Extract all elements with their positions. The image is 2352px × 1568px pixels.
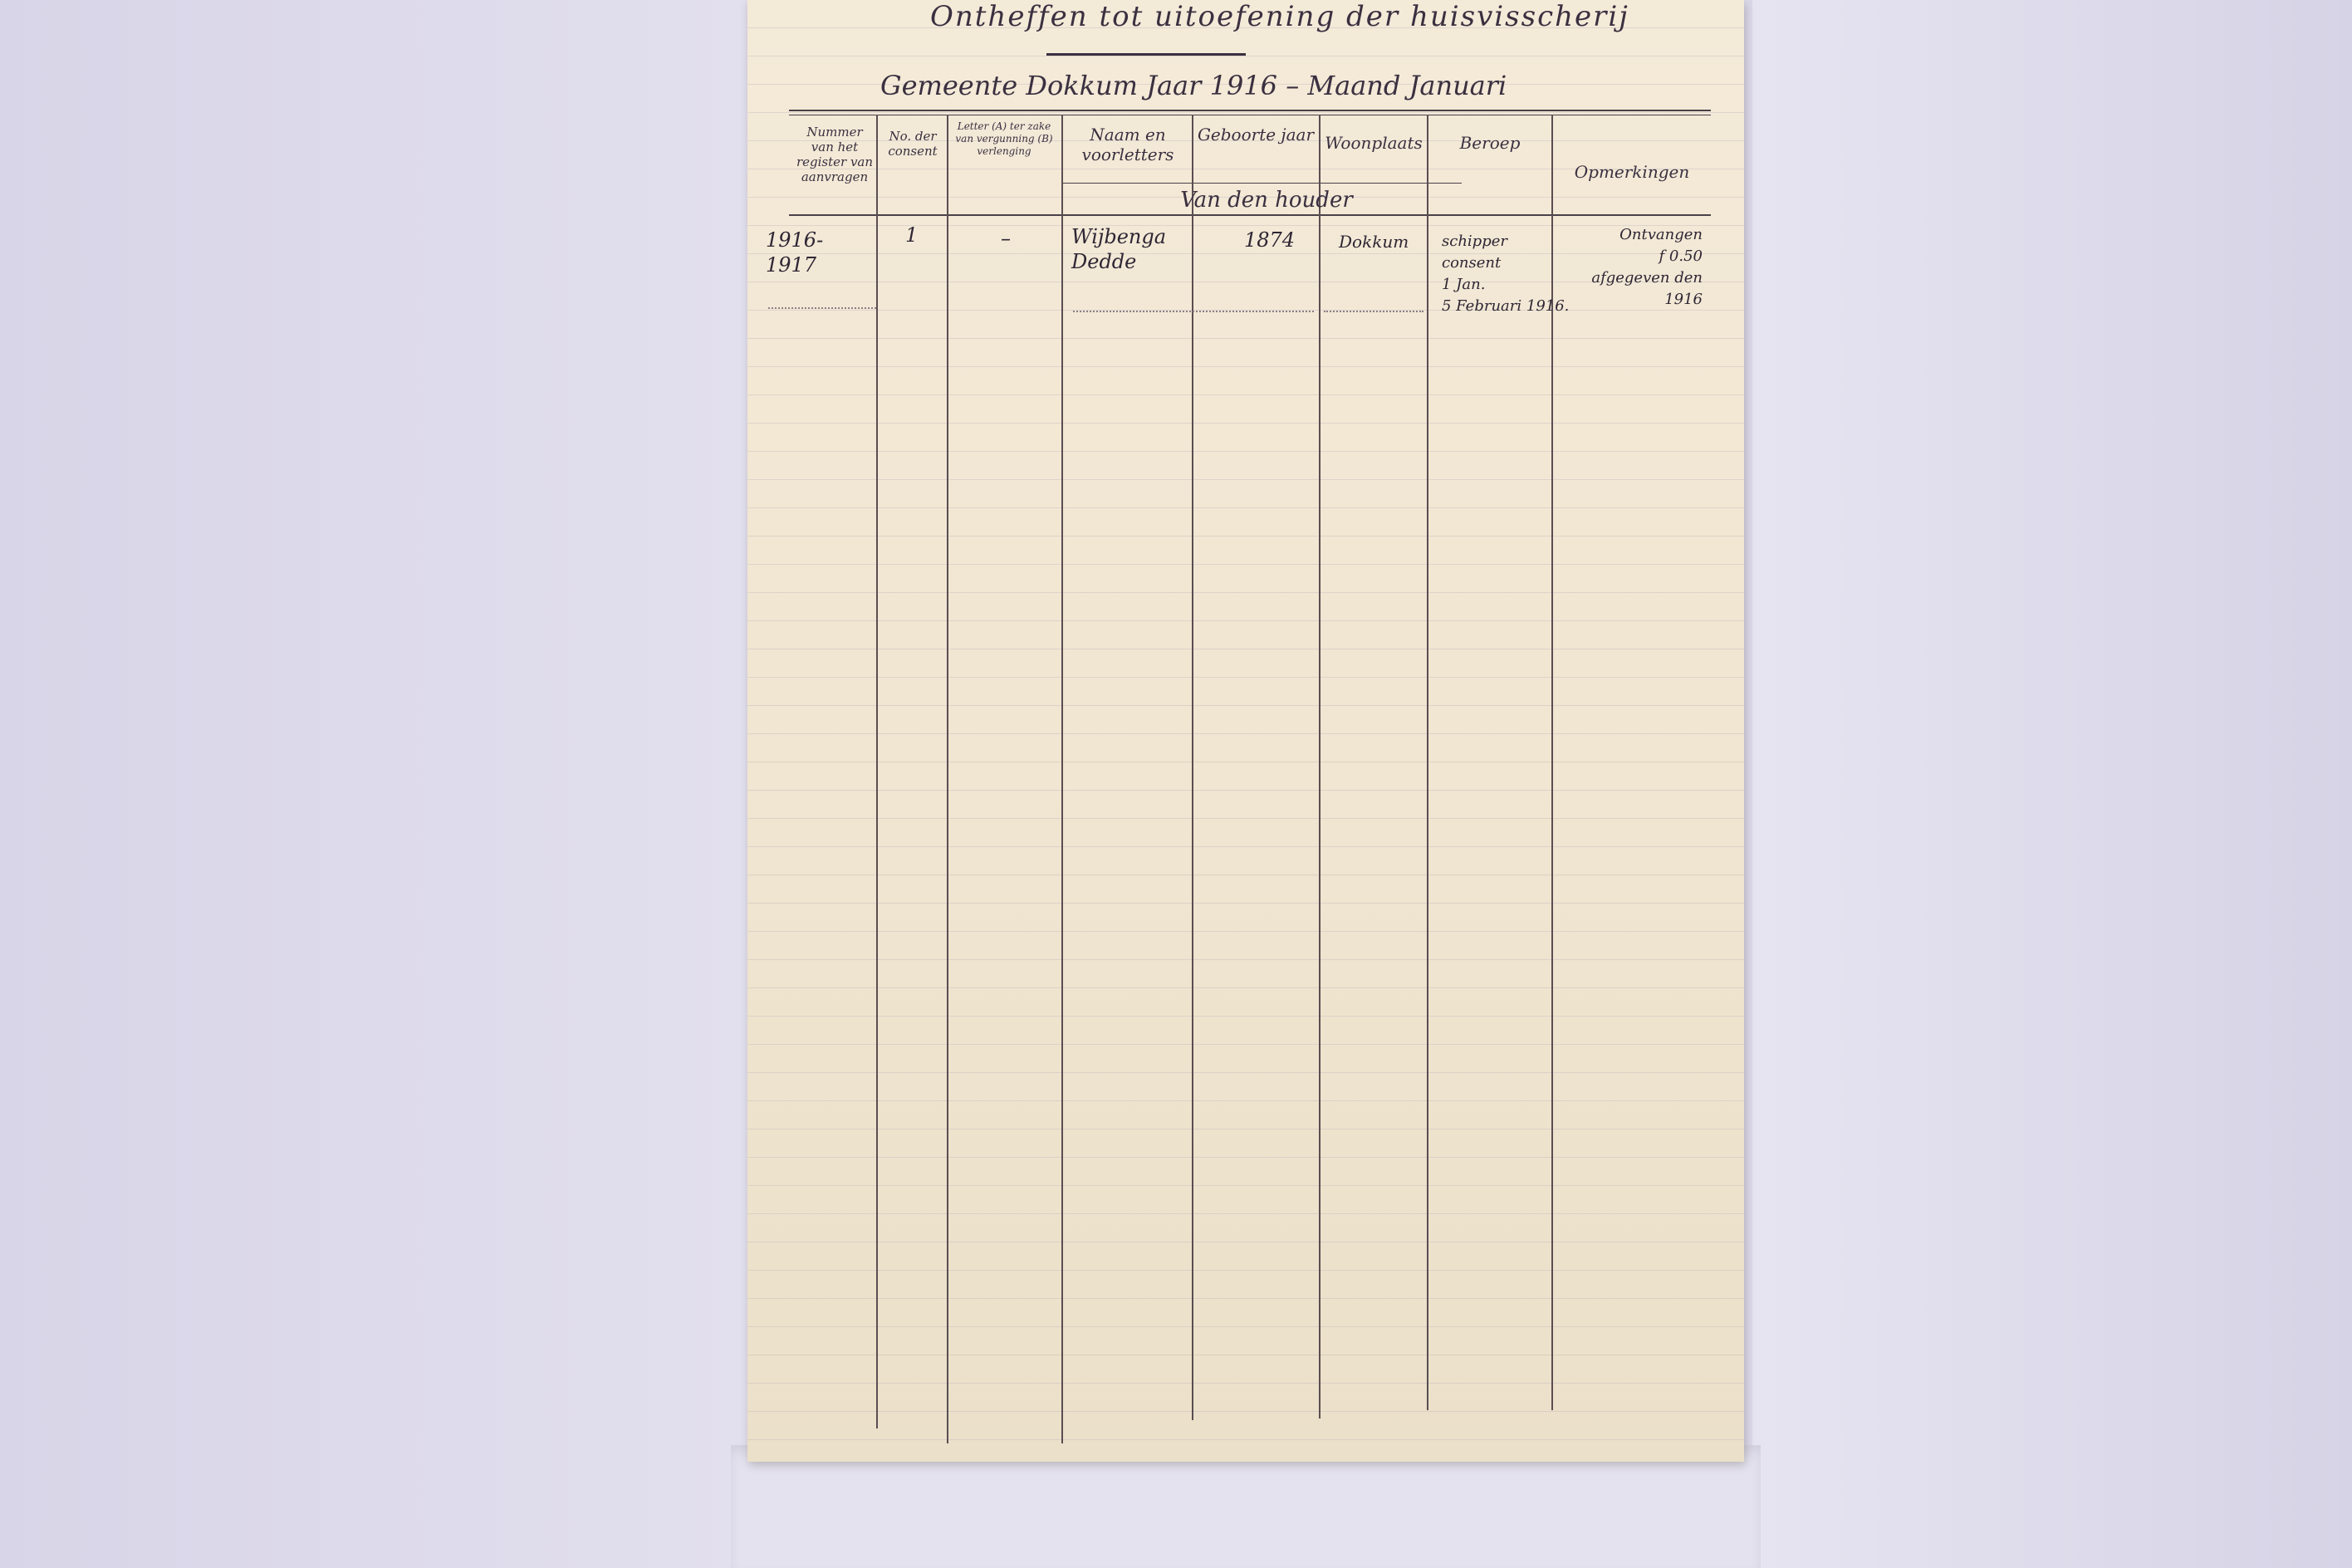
row-dotted-separator-3 bbox=[1324, 311, 1423, 312]
header-group-holder: Van den houder bbox=[1180, 188, 1353, 213]
page-subtitle: Gemeente Dokkum Jaar 1916 – Maand Januari bbox=[880, 70, 1507, 101]
register-page bbox=[747, 0, 1744, 1462]
row-dotted-separator-2 bbox=[1073, 311, 1314, 312]
column-divider-5 bbox=[1319, 115, 1321, 1419]
header-letter: Letter (A) ter zake van vergunning (B) verlenging bbox=[955, 120, 1053, 157]
header-bottom-rule bbox=[789, 214, 1711, 216]
header-residence: Woonplaats bbox=[1325, 133, 1423, 153]
cell-year: 1916-1917 bbox=[766, 228, 824, 277]
cell-name: Wijbenga Dedde bbox=[1071, 225, 1167, 273]
cell-consent-number: 1 bbox=[905, 223, 919, 247]
cell-letter: – bbox=[1001, 227, 1011, 250]
group-header-rule bbox=[1063, 183, 1462, 184]
cell-birth-year: 1874 bbox=[1244, 228, 1296, 252]
cell-profession: schipper consent 1 Jan. 5 Februari 1916. bbox=[1442, 233, 1570, 315]
column-divider-1 bbox=[876, 115, 878, 1428]
background-left bbox=[0, 0, 747, 1568]
underlying-page bbox=[731, 1445, 1761, 1568]
header-birth-year: Geboorte jaar bbox=[1197, 125, 1315, 145]
background-right bbox=[1752, 0, 2352, 1568]
column-divider-2 bbox=[947, 115, 948, 1443]
page-title: Ontheffen tot uitoefening der huisvisscherij bbox=[930, 0, 1629, 33]
header-name: Naam en voorletters bbox=[1081, 125, 1174, 164]
row-dotted-separator-1 bbox=[768, 307, 876, 309]
table-top-rule bbox=[789, 110, 1711, 111]
cell-residence: Dokkum bbox=[1339, 232, 1409, 252]
header-profession: Beroep bbox=[1459, 133, 1521, 153]
header-consent-number: No. der consent bbox=[888, 129, 938, 159]
column-divider-6 bbox=[1427, 115, 1428, 1410]
title-underline bbox=[1046, 53, 1246, 56]
header-remarks: Opmerkingen bbox=[1574, 162, 1690, 182]
column-divider-3 bbox=[1061, 115, 1063, 1443]
header-register-number: Nummer van het register van aanvragen bbox=[796, 125, 874, 184]
cell-remarks: Ontvangen f 0.50 afgegeven den 1916 bbox=[1591, 226, 1703, 308]
